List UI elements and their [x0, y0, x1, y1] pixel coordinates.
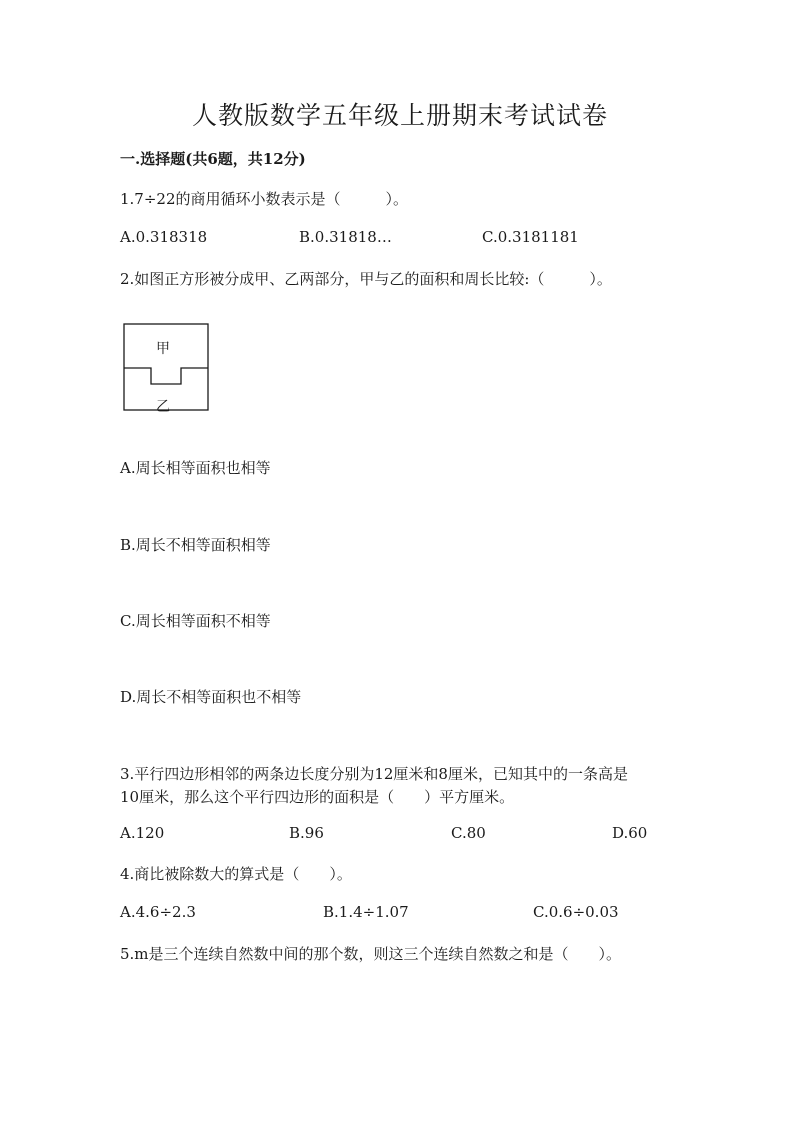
question-1-option-b: B.0.31818…: [299, 228, 392, 246]
question-3-option-b: B.96: [289, 824, 324, 842]
question-2-option-c: C.周长相等面积不相等: [120, 612, 271, 630]
question-1-option-a: A.0.318318: [120, 228, 208, 246]
square-division-figure: [122, 322, 212, 416]
question-3-stem-line-2: 10厘米，那么这个平行四边形的面积是（ ）平方厘米。: [120, 788, 515, 806]
question-1-option-c: C.0.3181181: [482, 228, 579, 246]
dividing-line: [124, 368, 208, 384]
question-3-option-d: D.60: [612, 824, 648, 842]
section-heading: 一.选择题(共6题，共12分): [120, 150, 306, 168]
outer-square: [124, 324, 208, 410]
question-3-stem-line-1: 3.平行四边形相邻的两条边长度分别为12厘米和8厘米，已知其中的一条高是: [120, 765, 628, 783]
question-2-stem: 2.如图正方形被分成甲、乙两部分，甲与乙的面积和周长比较:（ ）。: [120, 270, 612, 288]
question-4-option-c: C.0.6÷0.03: [533, 903, 619, 921]
question-5-stem: 5.m是三个连续自然数中间的那个数，则这三个连续自然数之和是（ ）。: [120, 945, 622, 963]
question-4-stem: 4.商比被除数大的算式是（ ）。: [120, 865, 352, 883]
region-jia-label: 甲: [156, 341, 170, 357]
question-3-option-c: C.80: [451, 824, 486, 842]
question-3-option-a: A.120: [120, 824, 165, 842]
question-2-option-b: B.周长不相等面积相等: [120, 536, 271, 554]
question-4-option-a: A.4.6÷2.3: [120, 903, 196, 921]
square-division-diagram: [122, 322, 212, 416]
page-title: 人教版数学五年级上册期末考试试卷: [191, 101, 608, 130]
question-4-option-b: B.1.4÷1.07: [323, 903, 409, 921]
question-2-option-a: A.周长相等面积也相等: [120, 459, 271, 477]
question-1-stem: 1.7÷22的商用循环小数表示是（ ）。: [120, 190, 409, 208]
question-2-option-d: D.周长不相等面积也不相等: [120, 688, 302, 706]
region-yi-label: 乙: [156, 399, 170, 415]
